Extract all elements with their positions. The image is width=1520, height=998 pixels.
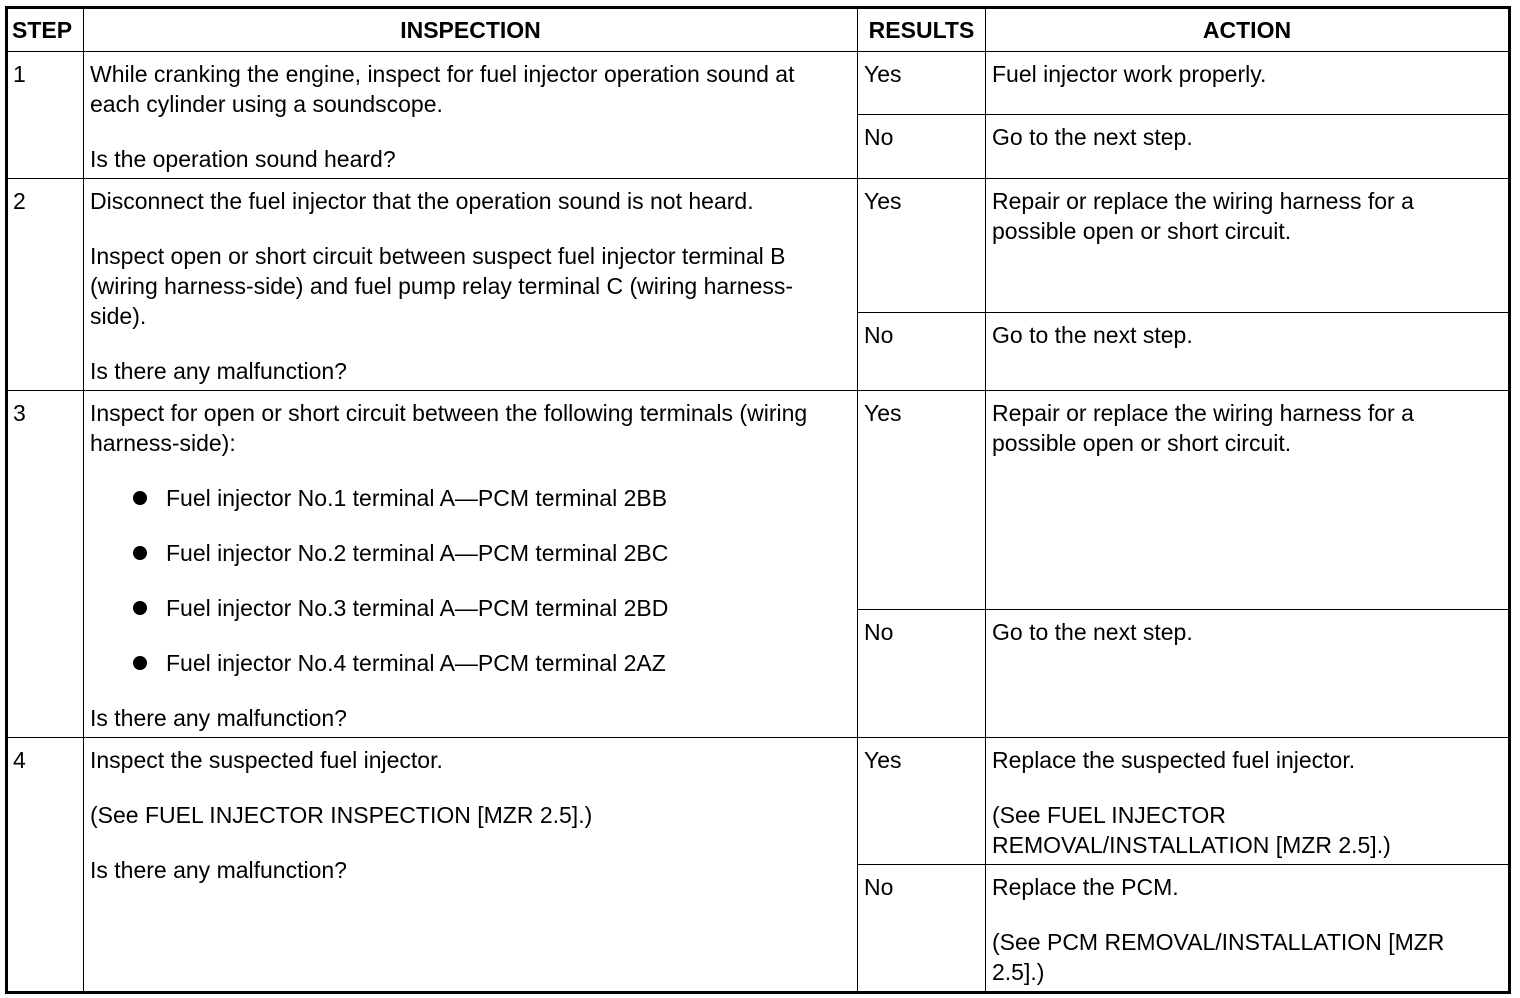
header-inspection: INSPECTION <box>84 8 858 52</box>
header-row <box>7 8 1510 52</box>
step-2-action-no <box>986 313 1510 391</box>
step-4-reference: (See FUEL INJECTOR INSPECTION [MZR 2.5].) <box>90 802 593 828</box>
terminal-list-item: Fuel injector No.2 terminal A—PCM terminal 2BC <box>90 538 849 568</box>
step-2-action-yes <box>986 179 1510 313</box>
step-4-action-yes-text: Replace the suspected fuel injector. <box>992 747 1356 773</box>
step-2-instruction: Disconnect the fuel injector that the operation sound is not heard. <box>90 188 754 214</box>
step-2-result-yes: Yes <box>858 179 986 313</box>
step-1-result-yes: Yes <box>858 52 986 115</box>
step-4-question: Is there any malfunction? <box>90 857 347 883</box>
header-action: ACTION <box>986 8 1510 52</box>
step-4-yes-row <box>7 738 1510 865</box>
step-1-question: Is the operation sound heard? <box>90 146 396 172</box>
step-3-result-yes: Yes <box>858 391 986 610</box>
step-2-result-no: No <box>858 313 986 391</box>
step-3-action-no-text: Go to the next step. <box>992 619 1193 645</box>
step-3-yes-row <box>7 391 1510 610</box>
step-4-result-yes: Yes <box>858 738 986 865</box>
diagnostic-table <box>5 6 1511 994</box>
step-4-action-yes <box>986 738 1510 865</box>
step-3-action-no <box>986 610 1510 738</box>
step-4-action-yes-reference: (See FUEL INJECTOR REMOVAL/INSTALLATION [MZR 2.5].) <box>992 802 1391 858</box>
step-2-instruction-detail: Inspect open or short circuit between suspect fuel injector terminal B (wiring harness-side) and fuel pump relay terminal C (wiring harness-side). <box>90 243 794 329</box>
step-3-inspection <box>84 391 858 738</box>
step-3-result-no: No <box>858 610 986 738</box>
header-step: STEP <box>7 8 84 52</box>
step-2-action-yes-text: Repair or replace the wiring harness for a possible open or short circuit. <box>992 188 1414 244</box>
step-2-number: 2 <box>7 179 84 391</box>
terminal-list <box>90 483 849 678</box>
step-4-action-no <box>986 865 1510 993</box>
step-4-action-no-text: Replace the PCM. <box>992 874 1179 900</box>
step-3-instruction: Inspect for open or short circuit between the following terminals (wiring harness-side): <box>90 400 808 456</box>
step-1-action-no <box>986 115 1510 179</box>
step-3-question: Is there any malfunction? <box>90 705 347 731</box>
step-1-number: 1 <box>7 52 84 179</box>
step-1-instruction: While cranking the engine, inspect for fuel injector operation sound at each cylinder using a soundscope. <box>90 61 795 117</box>
step-2-question: Is there any malfunction? <box>90 358 347 384</box>
terminal-list-item: Fuel injector No.1 terminal A—PCM terminal 2BB <box>90 483 849 513</box>
step-4-inspection <box>84 738 858 993</box>
step-1-action-yes-text: Fuel injector work properly. <box>992 61 1267 87</box>
step-3-action-yes-text: Repair or replace the wiring harness for a possible open or short circuit. <box>992 400 1414 456</box>
terminal-list-item: Fuel injector No.4 terminal A—PCM terminal 2AZ <box>90 648 849 678</box>
step-1-inspection <box>84 52 858 179</box>
step-4-result-no: No <box>858 865 986 993</box>
step-3-number: 3 <box>7 391 84 738</box>
step-1-action-yes <box>986 52 1510 115</box>
step-2-action-no-text: Go to the next step. <box>992 322 1193 348</box>
step-4-instruction: Inspect the suspected fuel injector. <box>90 747 443 773</box>
step-2-yes-row <box>7 179 1510 313</box>
step-4-number: 4 <box>7 738 84 993</box>
terminal-list-item: Fuel injector No.3 terminal A—PCM terminal 2BD <box>90 593 849 623</box>
header-results: RESULTS <box>858 8 986 52</box>
step-1-result-no: No <box>858 115 986 179</box>
step-4-action-no-reference: (See PCM REMOVAL/INSTALLATION [MZR 2.5].) <box>992 929 1445 985</box>
step-3-action-yes <box>986 391 1510 610</box>
step-1-yes-row <box>7 52 1510 115</box>
step-2-inspection <box>84 179 858 391</box>
step-1-action-no-text: Go to the next step. <box>992 124 1193 150</box>
